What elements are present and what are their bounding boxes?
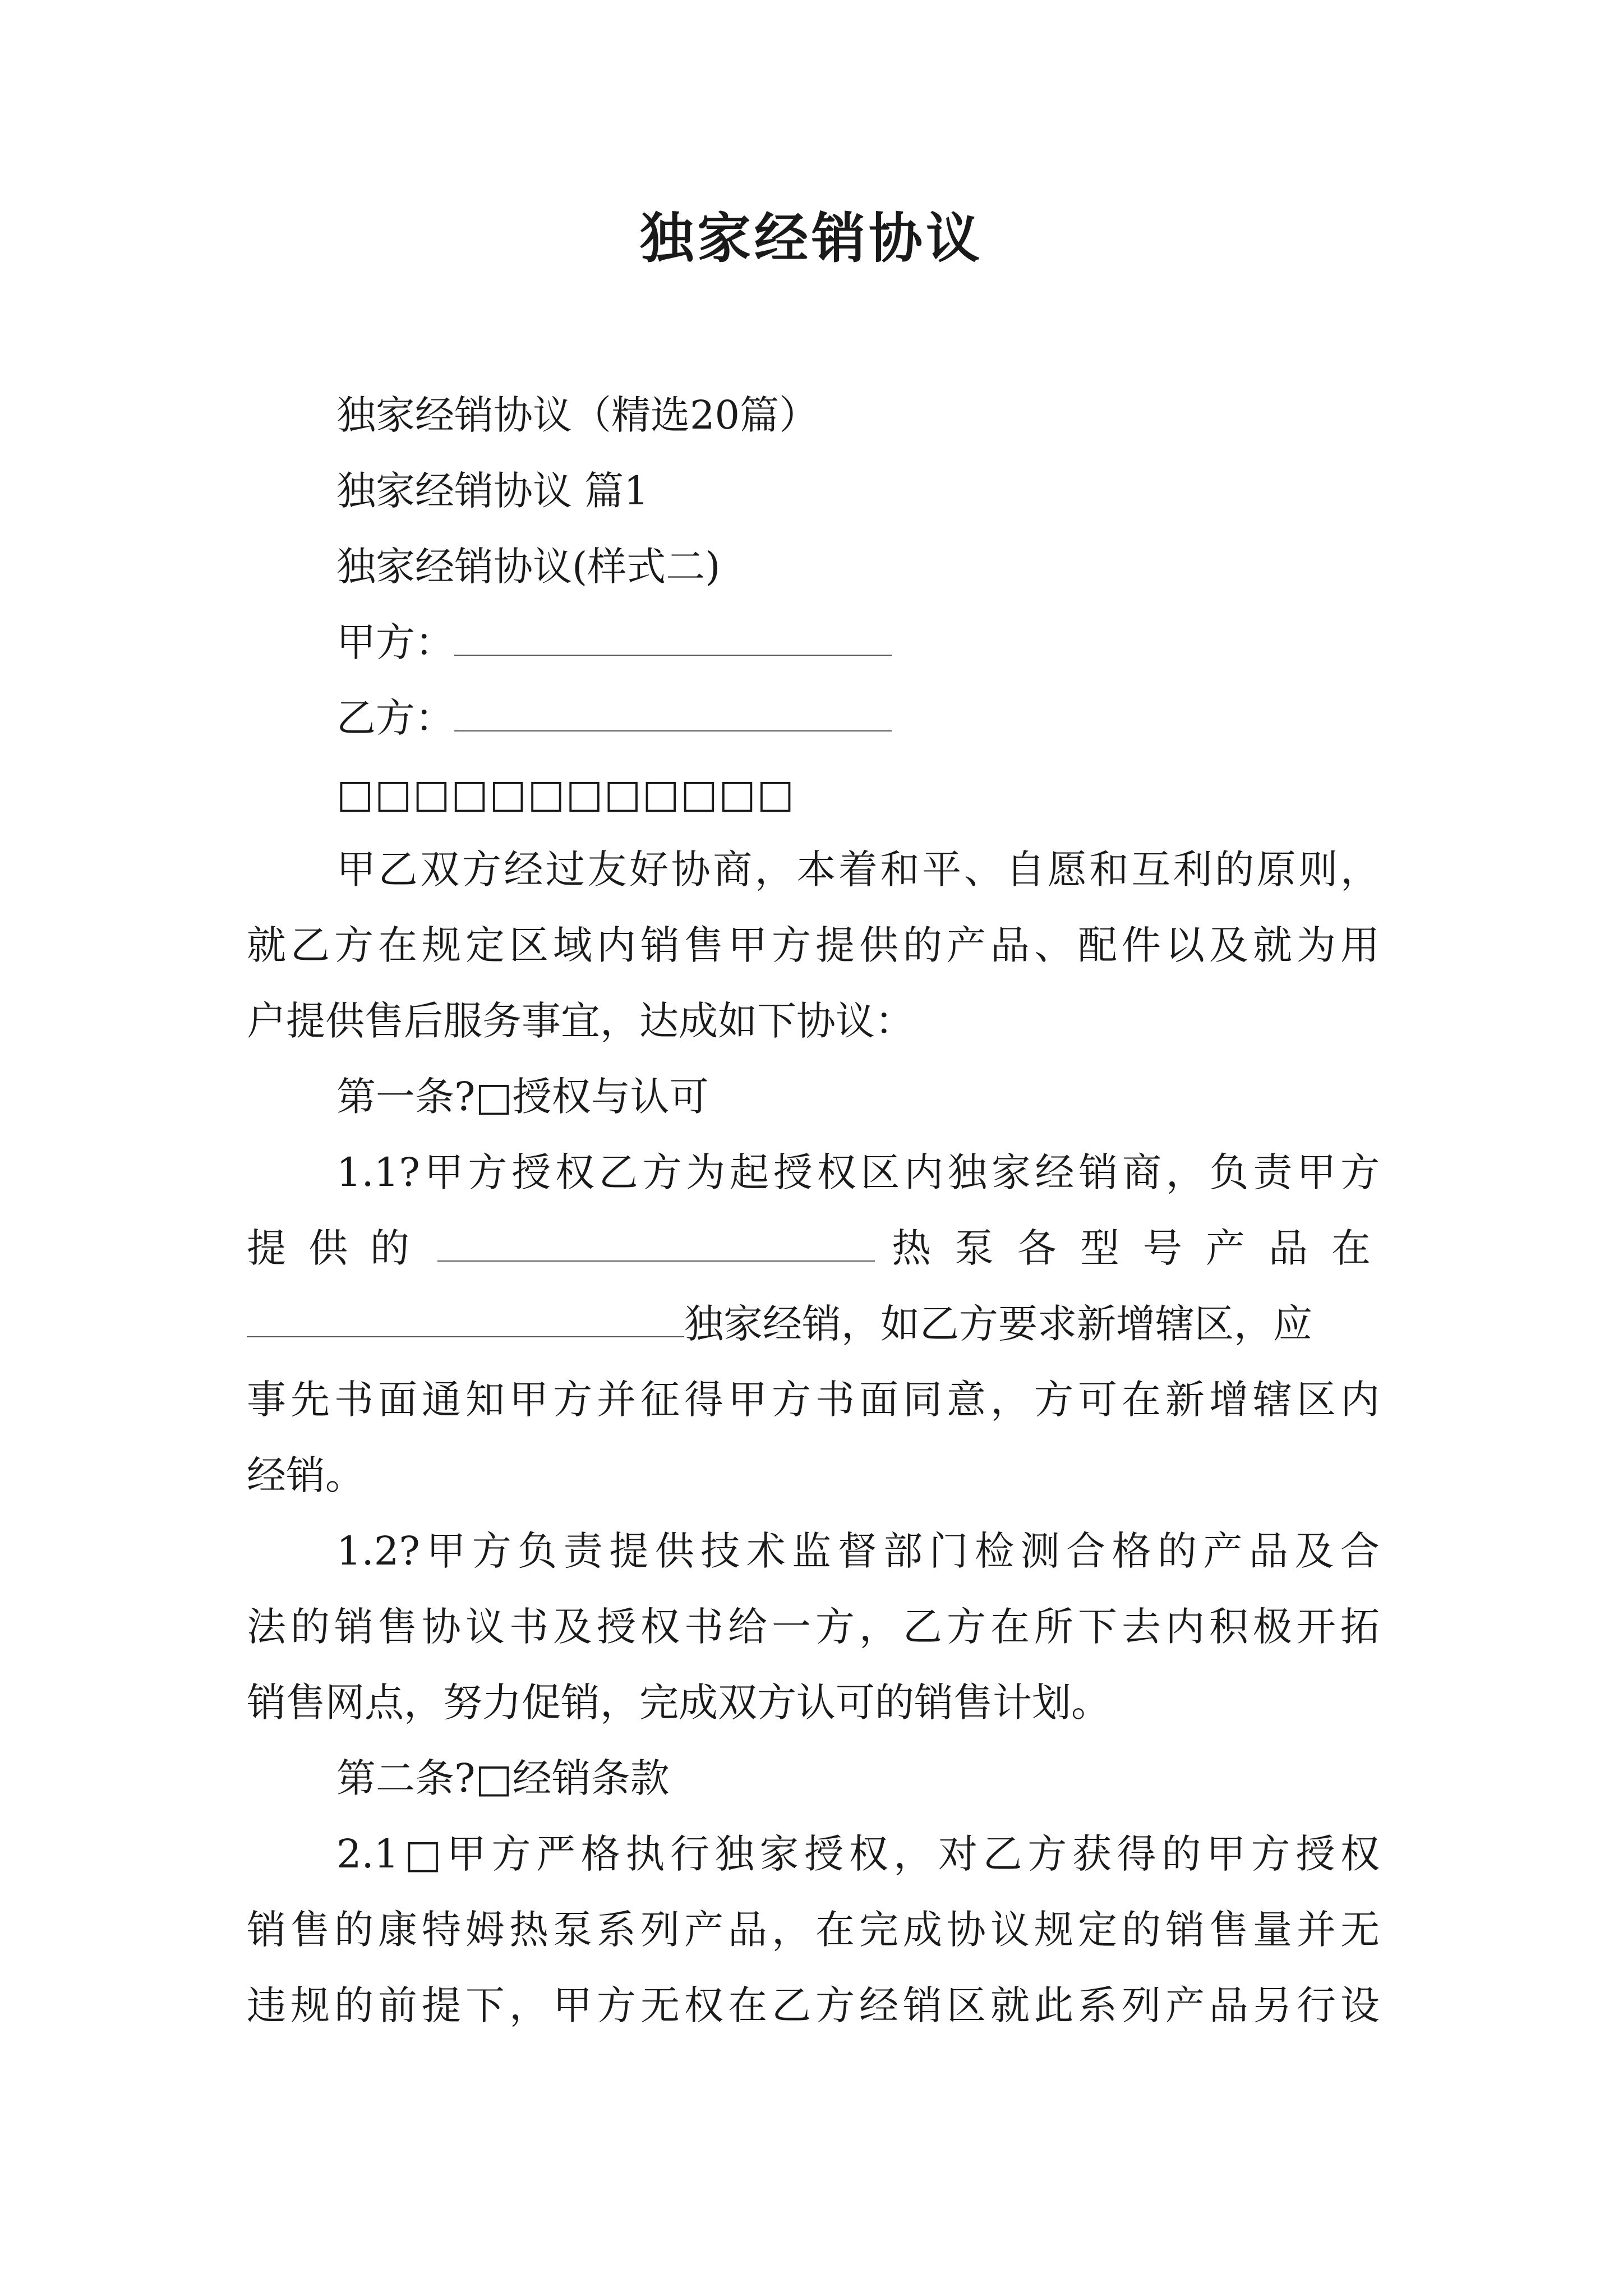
clause-1-1-pre: 提供的: [247, 1225, 432, 1271]
document-title: 独家经销协议: [640, 206, 983, 270]
intro-line-1: 甲乙双方经过友好协商，本着和平、自愿和互利的原则，: [336, 846, 1380, 892]
party-b-line: [336, 690, 892, 746]
party-b-blank: [454, 691, 892, 731]
clause-2-1-line-2: 销售的康特姆热泵系列产品，在完成协议规定的销售量并无: [247, 1907, 1380, 1953]
party-a-line: [336, 614, 892, 670]
region-blank: [247, 1297, 684, 1337]
clause-2-1-line-3: 违规的前提下，甲方无权在乙方经销区就此系列产品另行设: [247, 1982, 1380, 2028]
section-header: 独家经销协议 篇1: [336, 468, 649, 514]
clause-2-1-line-1: 2.1□甲方严格执行独家授权，对乙方获得的甲方授权: [336, 1831, 1380, 1877]
party-a-blank: [454, 615, 892, 656]
clause-1-1-line-3: [247, 1296, 1380, 1352]
subtitle: 独家经销协议（精选20篇）: [336, 392, 819, 438]
clause-1-1-line-3-text: 独家经销，如乙方要求新增辖区，应: [684, 1301, 1312, 1347]
article1-heading: 第一条?□授权与认可: [336, 1074, 709, 1120]
intro-line-2: 就乙方在规定区域内销售甲方提供的产品、配件以及就为用: [247, 922, 1380, 968]
clause-1-2-line-1: 1.2?甲方负责提供技术监督部门检测合格的产品及合: [336, 1528, 1380, 1574]
style-header: 独家经销协议(样式二): [336, 544, 721, 590]
party-b-label: 乙方：: [336, 695, 454, 741]
clause-1-2-line-3: 销售网点，努力促销，完成双方认可的销售计划。: [247, 1680, 1110, 1726]
clause-1-1-line-4: 事先书面通知甲方并征得甲方书面同意，方可在新增辖区内: [247, 1377, 1380, 1423]
clause-1-1-post: 热泵各型号产品在: [892, 1225, 1394, 1271]
clause-1-1-line-5: 经销。: [247, 1452, 365, 1498]
clause-1-1-line-2: [247, 1220, 1394, 1276]
party-a-label: 甲方：: [336, 619, 454, 665]
product-blank: [437, 1221, 875, 1262]
placeholder-boxes: □□□□□□□□□□□□: [336, 771, 795, 817]
article2-heading: 第二条?□经销条款: [336, 1755, 670, 1801]
clause-1-2-line-2: 法的销售协议书及授权书给一方，乙方在所下去内积极开拓: [247, 1604, 1380, 1650]
intro-line-3: 户提供售后服务事宜，达成如下协议：: [247, 998, 914, 1044]
clause-1-1-line-1: 1.1?甲方授权乙方为起授权区内独家经销商，负责甲方: [336, 1149, 1380, 1195]
